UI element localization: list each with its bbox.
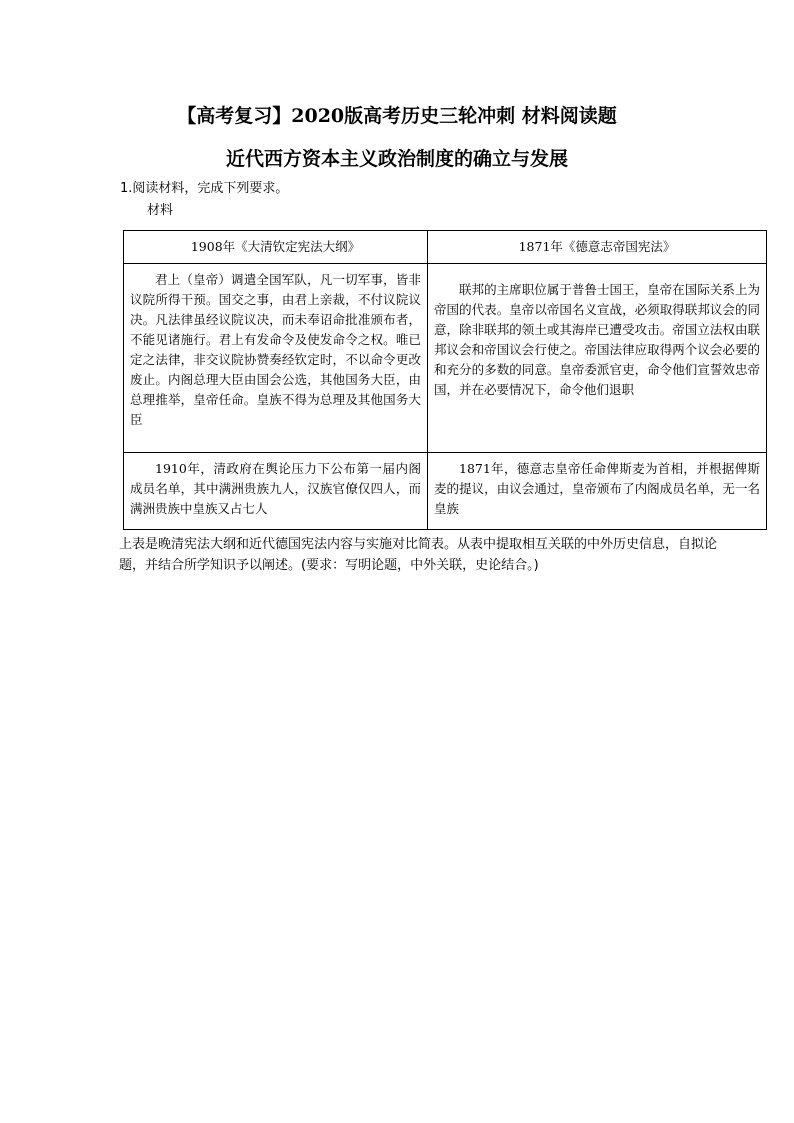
question-intro: 1.阅读材料，完成下列要求。	[120, 181, 289, 196]
table-row	[124, 453, 767, 530]
cell-text: 联邦的主席职位属于普鲁士国王，皇帝在国际关系上为帝国的代表。皇帝以帝国名义宣战，必须取得联邦议会的同意，除非联邦的领土或其海岸已遭受攻击。帝国立法权由联邦议会和帝国议会行使之。帝国法律应取得两个议会必要的和充分的多数的同意。皇帝委派官吏，命令他们宣誓效忠帝国，并在必要情况下，命令他们退职	[434, 282, 760, 397]
material-label: 材料	[147, 203, 174, 218]
column-header-germany: 1871年《德意志帝国宪法》	[428, 231, 767, 264]
table-cell	[124, 453, 428, 530]
cell-text: 君上（皇帝）调遣全国军队，凡一切军事，皆非议院所得干预。国交之事，由君上亲裁，不付议院议决。凡法律虽经议院议决，而未奉诏命批准颁布者，不能见诸施行。君上有发命令及使发命令之权。唯已定之法律，非交议院协赞奏经钦定时，不以命令更改废止。内阁总理大臣由国会公选，其他国务大臣，由总理推举，皇帝任命。皇族不得为总理及其他国务大臣	[130, 272, 421, 427]
cell-text: 1910年，清政府在舆论压力下公布第一届内阁成员名单，其中满洲贵族九人，汉族官僚仅四人，而满洲贵族中皇族又占七人	[130, 461, 421, 516]
cell-text: 1871年，德意志皇帝任命俾斯麦为首相，并根据俾斯麦的提议，由议会通过，皇帝颁布了内阁成员名单，无一名皇族	[434, 461, 760, 516]
comparison-table	[123, 230, 767, 530]
document-title: 【高考复习】2020版高考历史三轮冲刺 材料阅读题	[177, 105, 617, 127]
table-cell	[124, 264, 428, 453]
table-cell	[428, 264, 767, 453]
table-cell	[428, 453, 767, 530]
question-requirement: 上表是晚清宪法大纲和近代德国宪法内容与实施对比简表。从表中提取相互关联的中外历史信息，自拟论题，并结合所学知识予以阐述。(要求：写明论题，中外关联，史论结合。)	[119, 537, 718, 573]
table-header-row	[124, 231, 767, 264]
column-header-qing: 1908年《大清钦定宪法大纲》	[124, 231, 428, 264]
document-subtitle: 近代西方资本主义政治制度的确立与发展	[225, 148, 568, 170]
table-row	[124, 264, 767, 453]
